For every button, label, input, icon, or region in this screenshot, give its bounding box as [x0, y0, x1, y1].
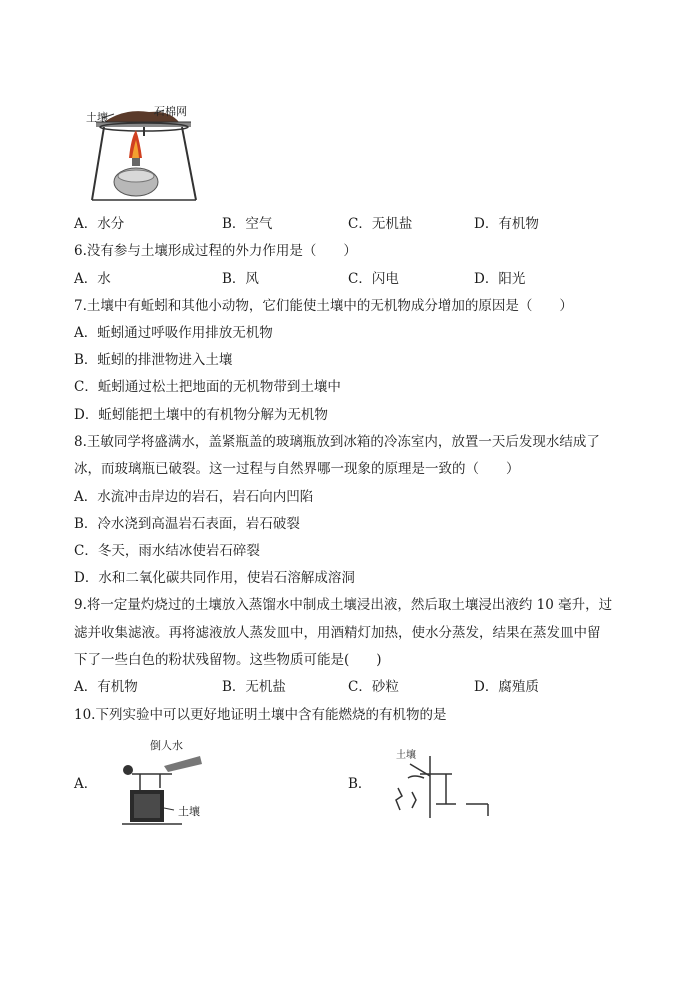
q9-stem-line-1: 9.将一定量灼烧过的土壤放入蒸馏水中制成土壤浸出液，然后取土壤浸出液约 10 毫升，过 [74, 597, 613, 613]
q7-option-a: A．蚯蚓通过呼吸作用排放无机物 [74, 325, 273, 341]
q8-stem-line-2: 冰，而玻璃瓶已破裂。这一过程与自然界哪一现象的原理是一致的（ ） [74, 461, 520, 477]
q6-option-d: D．阳光 [474, 271, 526, 287]
q8-option-d: D．水和二氧化碳共同作用，使岩石溶解成溶洞 [74, 570, 355, 586]
label-asbestos-net: 石棉网 [154, 105, 187, 118]
q7-option-d: D．蚯蚓能把土壤中的有机物分解为无机物 [74, 407, 328, 423]
q6-option-a: A．水 [74, 271, 111, 287]
q9-option-b: B．无机盐 [222, 679, 286, 695]
q5-option-d: D．有机物 [474, 216, 539, 232]
q9-option-d: D．腐殖质 [474, 679, 539, 695]
q10-option-a: A． [74, 776, 98, 792]
q8-stem-line-1: 8.王敏同学将盛满水，盖紧瓶盖的玻璃瓶放到冰箱的冷冻室内，放置一天后发现水结成了 [74, 434, 600, 450]
q10-option-b: B． [348, 776, 372, 792]
q5-option-b: B．空气 [222, 216, 273, 232]
q10-fig-b-label: 土壤 [396, 750, 416, 761]
q10-fig-a-label-top: 倒人水 [150, 739, 183, 752]
q8-option-a: A．水流冲击岸边的岩石，岩石向内凹陷 [74, 489, 314, 505]
q6-option-c: C．闪电 [348, 271, 399, 287]
q7-option-b: B．蚯蚓的排泄物进入土壤 [74, 352, 233, 368]
q5-option-a: A．水分 [74, 216, 125, 232]
q9-stem-line-3: 下了一些白色的粉状残留物。这些物质可能是( ) [74, 652, 382, 668]
q9-stem-line-2: 滤并收集滤液。再将滤液放人蒸发皿中，用酒精灯加热，使水分蒸发，结果在蒸发皿中留 [74, 625, 601, 641]
q7-option-c: C．蚯蚓通过松土把地面的无机物带到土壤中 [74, 379, 341, 395]
q6-stem: 6.没有参与土壤形成过程的外力作用是（ ） [74, 243, 357, 259]
q9-option-c: C．砂粒 [348, 679, 399, 695]
q8-option-c: C．冬天，雨水结冰使岩石碎裂 [74, 543, 260, 559]
q6-option-b: B．风 [222, 271, 259, 287]
q9-option-a: A．有机物 [74, 679, 138, 695]
label-soil: 土壤 [86, 111, 108, 124]
q5-option-c: C．无机盐 [348, 216, 413, 232]
q10-fig-a-label-side: 土壤 [178, 805, 200, 818]
q8-option-b: B．冷水浇到高温岩石表面，岩石破裂 [74, 516, 300, 532]
q7-stem: 7.土壤中有蚯蚓和其他小动物，它们能使土壤中的无机物成分增加的原因是（ ） [74, 298, 573, 314]
q10-stem: 10.下列实验中可以更好地证明土壤中含有能燃烧的有机物的是 [74, 707, 447, 723]
